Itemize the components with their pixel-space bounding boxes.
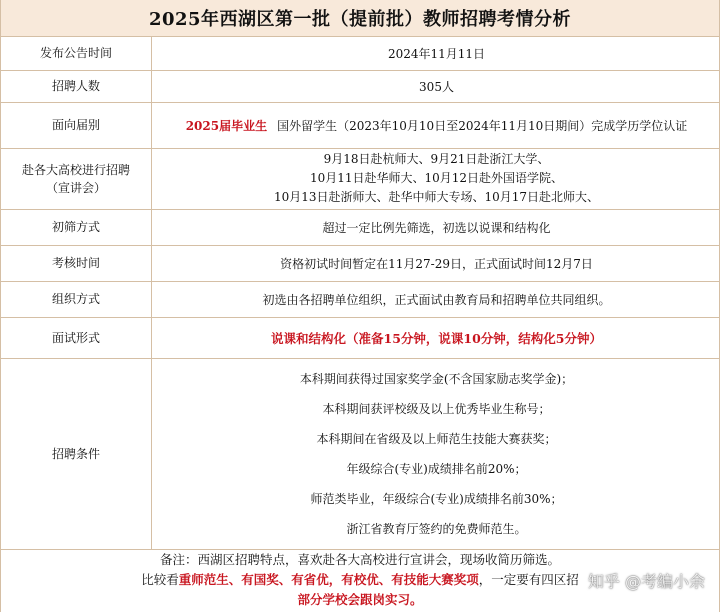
exam-time-value: 资格初试时间暂定在11月27-29日，正式面试时间12月7日 <box>152 245 720 281</box>
announce-date-value: 2024年11月11日 <box>152 37 720 70</box>
table-row <box>1 245 720 281</box>
campus-label-line1: 赴各大高校进行招聘 <box>21 162 130 177</box>
screening-value: 超过一定比例先筛选，初选以说课和结构化 <box>152 209 720 245</box>
interview-format-text: 说课和结构化（准备15分钟，说课10分钟，结构化5分钟） <box>271 330 602 346</box>
table-row <box>1 102 720 148</box>
campus-line: 10月11日赴华师大、10月12日赴外国语学院、 <box>309 171 564 185</box>
graduate-value <box>152 102 720 148</box>
table-row <box>1 317 720 358</box>
row-label-screening: 初筛方式 <box>1 209 152 245</box>
table-row <box>1 281 720 317</box>
table-row <box>1 358 720 549</box>
table-row <box>1 70 720 102</box>
remarks-line3: 部分学校会跟岗实习。 <box>297 592 423 607</box>
organization-value: 初选由各招聘单位组织，正式面试由教育局和招聘单位共同组织。 <box>152 281 720 317</box>
info-table <box>1 37 720 550</box>
row-label-organization: 组织方式 <box>1 281 152 317</box>
conditions-value <box>152 358 720 549</box>
remarks-line2-prefix: 比较看 <box>141 572 179 587</box>
campus-label-line2: （宣讲会） <box>45 180 106 195</box>
row-label-interview: 面试形式 <box>1 317 152 358</box>
graduate-highlight: 2025届毕业生 <box>185 118 268 133</box>
remarks-highlight: 重师范生、有国奖、有省优，有校优、有技能大赛奖项 <box>178 572 479 587</box>
campus-value <box>152 148 720 209</box>
row-label-conditions: 招聘条件 <box>1 358 152 549</box>
row-label-campus <box>1 148 152 209</box>
recruit-count-value: 305人 <box>152 70 720 102</box>
condition-item: 年级综合(专业)成绩排名前20%； <box>346 461 527 476</box>
condition-item: 本科期间获得过国家奖学金(不含国家励志奖学金)； <box>299 371 574 386</box>
page-title: 2025年西湖区第一批（提前批）教师招聘考情分析 <box>1 0 719 37</box>
condition-item: 本科期间获评校级及以上优秀毕业生称号； <box>322 401 551 416</box>
campus-line: 9月18日赴杭师大、9月21日赴浙江大学、 <box>323 152 550 166</box>
condition-item: 本科期间在省级及以上师范生技能大赛获奖； <box>316 431 557 446</box>
remarks-line2-suffix: ，一定要有四区招 <box>478 572 579 587</box>
interview-value <box>152 317 720 358</box>
campus-line: 10月13日赴浙师大、赴华中师大专场、10月17日赴北师大、 <box>273 190 600 204</box>
remarks-line1: 备注：西湖区招聘特点，喜欢赴各大高校进行宣讲会，现场收简历筛选。 <box>159 552 560 567</box>
row-label-recruit-count: 招聘人数 <box>1 70 152 102</box>
condition-item: 师范类毕业，年级综合(专业)成绩排名前30%； <box>310 491 563 506</box>
watermark: 知乎 @考编小余 <box>587 572 705 591</box>
table-row <box>1 209 720 245</box>
table-row <box>1 37 720 70</box>
row-label-announce-date: 发布公告时间 <box>1 37 152 70</box>
table-row <box>1 148 720 209</box>
row-label-exam-time: 考核时间 <box>1 245 152 281</box>
condition-item: 浙江省教育厅签约的免费师范生。 <box>346 521 527 536</box>
graduate-rest: 国外留学生（2023年10月10日至2024年11月10日期间）完成学历学位认证 <box>277 118 688 133</box>
row-label-graduate: 面向届别 <box>1 102 152 148</box>
